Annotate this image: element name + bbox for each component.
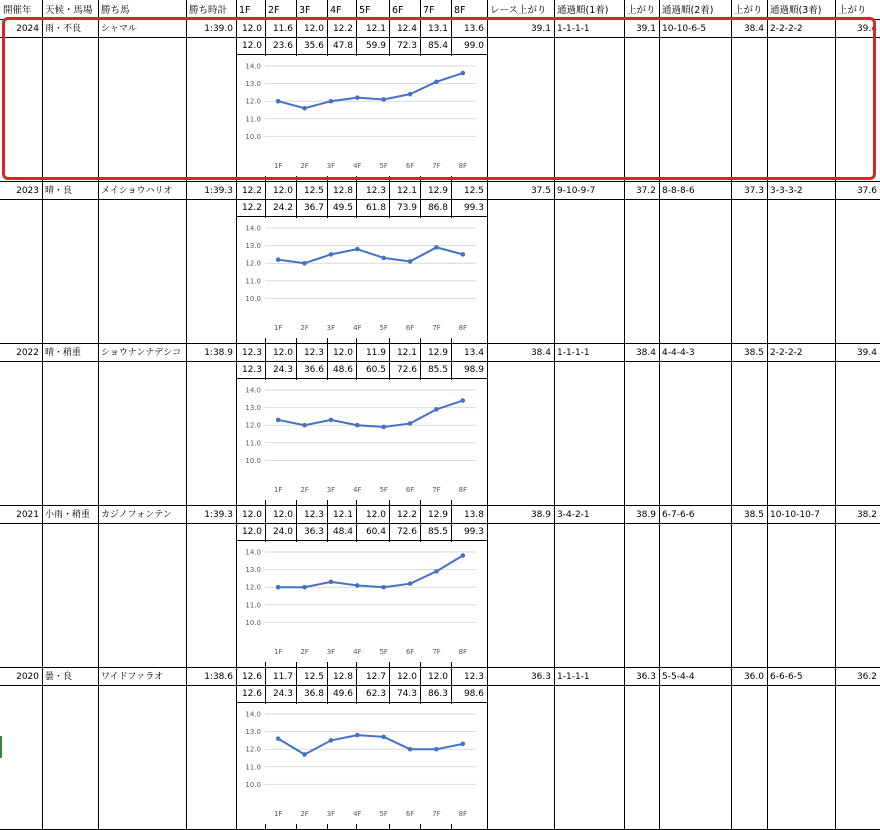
- y-tick-label: 10.0: [245, 294, 261, 303]
- cell-year[interactable]: 2022: [16, 348, 39, 358]
- lap-chart-svg: [237, 218, 486, 338]
- cell-lap-7f[interactable]: 12.9: [427, 510, 448, 520]
- cell-race-last[interactable]: 38.9: [530, 510, 551, 520]
- data-point-1F: [276, 585, 281, 590]
- x-tick-label: 7F: [432, 810, 441, 818]
- x-tick-label: 2F: [300, 648, 309, 656]
- y-tick-label: 12.0: [245, 97, 261, 106]
- cell-lap-2f[interactable]: 11.7: [272, 672, 293, 682]
- cell-cumulative-5f[interactable]: 62.3: [365, 689, 386, 699]
- header-winner[interactable]: 勝ち馬: [101, 5, 130, 16]
- x-tick-label: 4F: [353, 648, 362, 656]
- x-tick-label: 6F: [405, 648, 415, 656]
- x-tick-label: 3F: [326, 162, 336, 170]
- cell-cumulative-1f[interactable]: 12.3: [241, 365, 262, 375]
- data-point-7F: [434, 569, 439, 574]
- cell-winner[interactable]: シャマル: [101, 24, 137, 34]
- x-tick-label: 2F: [300, 162, 309, 170]
- grid-line: [0, 505, 880, 506]
- lap-chart-2023[interactable]: [237, 218, 486, 338]
- series-line: [278, 247, 463, 263]
- cell-time[interactable]: 1:39.3: [204, 186, 233, 196]
- cell-race-last[interactable]: 37.5: [530, 186, 551, 196]
- cell-year[interactable]: 2023: [16, 186, 39, 196]
- cell-cumulative-4f[interactable]: 49.6: [332, 689, 353, 699]
- cell-year[interactable]: 2021: [16, 510, 39, 520]
- highlight-box-2024: [2, 17, 876, 180]
- series-line: [278, 401, 463, 427]
- x-tick-label: 6F: [405, 324, 415, 332]
- x-tick-label: 1F: [273, 324, 283, 332]
- data-point-7F: [434, 245, 439, 250]
- y-tick-label: 14.0: [245, 548, 261, 557]
- y-tick-label: 13.0: [245, 404, 261, 413]
- x-tick-label: 1F: [273, 648, 283, 656]
- cell-cumulative-5f[interactable]: 59.9: [365, 41, 386, 51]
- cell-pass-2nd[interactable]: 8-8-8-6: [662, 186, 695, 196]
- cell-lap-8f[interactable]: 13.8: [463, 510, 484, 520]
- cell-lap-1f[interactable]: 12.0: [241, 510, 262, 520]
- cell-last-3rd[interactable]: 39.4: [856, 348, 877, 358]
- y-tick-label: 13.0: [245, 566, 261, 575]
- cell-year[interactable]: 2020: [16, 672, 39, 682]
- cell-lap-1f[interactable]: 12.3: [241, 348, 262, 358]
- data-point-3F: [329, 580, 334, 585]
- x-tick-label: 4F: [353, 810, 362, 818]
- cell-cumulative-1f[interactable]: 12.0: [241, 527, 262, 537]
- x-tick-label: 4F: [353, 324, 362, 332]
- cell-lap-7f[interactable]: 13.1: [427, 24, 448, 34]
- series-line: [278, 735, 463, 754]
- cell-lap-4f[interactable]: 12.2: [332, 24, 353, 34]
- cell-lap-3f[interactable]: 12.3: [303, 510, 324, 520]
- cell-cumulative-3f[interactable]: 36.6: [303, 365, 324, 375]
- y-tick-label: 12.0: [245, 583, 261, 592]
- y-tick-label: 14.0: [245, 386, 261, 395]
- cell-lap-4f[interactable]: 12.8: [332, 672, 353, 682]
- cell-winner[interactable]: ショウナンナデシコ: [101, 348, 182, 358]
- cell-cumulative-2f[interactable]: 24.3: [272, 689, 293, 699]
- data-point-6F: [408, 581, 413, 586]
- x-tick-label: 1F: [273, 162, 283, 170]
- data-point-6F: [408, 747, 413, 752]
- cell-winner[interactable]: カジノフォンテン: [101, 510, 172, 520]
- cell-lap-3f[interactable]: 12.0: [303, 24, 324, 34]
- cell-cumulative-3f[interactable]: 36.8: [303, 689, 324, 699]
- grid-line: [0, 181, 880, 182]
- x-tick-label: 8F: [458, 324, 468, 332]
- y-tick-label: 14.0: [245, 710, 261, 719]
- cell-lap-1f[interactable]: 12.0: [241, 24, 262, 34]
- lap-chart-svg: [237, 380, 486, 500]
- cell-cumulative-1f[interactable]: 12.6: [241, 689, 262, 699]
- cell-time[interactable]: 1:39.0: [204, 24, 233, 34]
- y-tick-label: 12.0: [245, 745, 261, 754]
- data-point-5F: [381, 425, 386, 430]
- header-year[interactable]: 開催年: [3, 5, 32, 16]
- data-point-3F: [329, 418, 334, 423]
- cell-lap-7f[interactable]: 12.9: [427, 348, 448, 358]
- data-point-4F: [355, 247, 360, 252]
- x-tick-label: 7F: [432, 486, 441, 494]
- y-tick-label: 14.0: [245, 224, 261, 233]
- cell-cumulative-8f[interactable]: 98.9: [463, 365, 484, 375]
- cell-year[interactable]: 2024: [16, 24, 39, 34]
- y-tick-label: 13.0: [245, 242, 261, 251]
- cell-cumulative-4f[interactable]: 49.5: [332, 203, 353, 213]
- cell-pass-1st[interactable]: 1-1-1-1: [557, 348, 590, 358]
- header-pass-2nd[interactable]: 通過順(2着): [662, 5, 714, 16]
- x-tick-label: 8F: [458, 648, 468, 656]
- cell-lap-4f[interactable]: 12.1: [332, 510, 353, 520]
- header-condition[interactable]: 天候・馬場: [45, 5, 93, 16]
- y-tick-label: 11.0: [245, 601, 261, 610]
- cell-time[interactable]: 1:38.9: [204, 348, 233, 358]
- cell-lap-5f[interactable]: 12.3: [365, 186, 386, 196]
- cell-lap-5f[interactable]: 11.9: [365, 348, 386, 358]
- cell-pass-1st[interactable]: 1-1-1-1: [557, 672, 590, 682]
- header-pass-1st[interactable]: 通過順(1着): [557, 5, 609, 16]
- cell-pass-3rd[interactable]: 3-3-3-2: [770, 186, 803, 196]
- cell-lap-7f[interactable]: 12.0: [427, 672, 448, 682]
- header-last-2nd[interactable]: 上がり: [734, 5, 763, 16]
- cell-last-2nd[interactable]: 38.5: [743, 510, 764, 520]
- y-tick-label: 14.0: [245, 62, 261, 71]
- data-point-7F: [434, 747, 439, 752]
- cell-last-3rd[interactable]: 37.6: [856, 186, 877, 196]
- x-tick-label: 5F: [379, 810, 388, 818]
- header-1f[interactable]: 1F: [239, 5, 251, 16]
- x-tick-label: 5F: [379, 162, 388, 170]
- cell-cumulative-6f[interactable]: 72.3: [396, 41, 417, 51]
- x-tick-label: 5F: [379, 324, 388, 332]
- cell-cumulative-7f[interactable]: 86.8: [427, 203, 448, 213]
- cell-pass-3rd[interactable]: 10-10-10-7: [770, 510, 820, 520]
- x-tick-label: 2F: [300, 486, 309, 494]
- x-tick-label: 2F: [300, 324, 309, 332]
- cell-race-last[interactable]: 39.1: [530, 24, 551, 34]
- cell-cumulative-7f[interactable]: 86.3: [427, 689, 448, 699]
- data-point-3F: [329, 738, 334, 743]
- y-tick-label: 11.0: [245, 439, 261, 448]
- cell-lap-2f[interactable]: 11.6: [272, 24, 293, 34]
- row-selection-marker: [0, 736, 2, 758]
- x-tick-label: 7F: [432, 648, 441, 656]
- cell-condition[interactable]: 晴・稍重: [45, 348, 82, 358]
- data-point-2F: [302, 752, 307, 757]
- cell-lap-1f[interactable]: 12.6: [241, 672, 262, 682]
- data-point-1F: [276, 418, 281, 423]
- header-8f[interactable]: 8F: [454, 5, 466, 16]
- cell-pass-1st[interactable]: 1-1-1-1: [557, 24, 590, 34]
- data-point-2F: [302, 585, 307, 590]
- y-tick-label: 12.0: [245, 421, 261, 430]
- data-point-1F: [276, 257, 281, 262]
- x-tick-label: 3F: [326, 486, 336, 494]
- cell-cumulative-4f[interactable]: 48.6: [332, 365, 353, 375]
- cell-pass-2nd[interactable]: 4-4-4-3: [662, 348, 695, 358]
- y-tick-label: 10.0: [245, 780, 261, 789]
- cell-last-2nd[interactable]: 38.4: [743, 24, 764, 34]
- cell-cumulative-7f[interactable]: 85.5: [427, 365, 448, 375]
- cell-lap-5f[interactable]: 12.7: [365, 672, 386, 682]
- cell-lap-5f[interactable]: 12.1: [365, 24, 386, 34]
- data-point-6F: [408, 259, 413, 264]
- x-tick-label: 5F: [379, 648, 388, 656]
- cell-cumulative-3f[interactable]: 35.6: [303, 41, 324, 51]
- data-point-5F: [381, 585, 386, 590]
- cell-lap-8f[interactable]: 13.4: [463, 348, 484, 358]
- cell-pass-1st[interactable]: 9-10-9-7: [557, 186, 596, 196]
- data-point-2F: [302, 423, 307, 428]
- cell-lap-2f[interactable]: 12.0: [272, 186, 293, 196]
- cell-winner[interactable]: メイショウハリオ: [101, 186, 173, 196]
- y-tick-label: 13.0: [245, 80, 261, 89]
- cell-race-last[interactable]: 38.4: [530, 348, 551, 358]
- x-tick-label: 3F: [326, 324, 336, 332]
- cell-winner[interactable]: ワイドファラオ: [101, 672, 164, 682]
- cell-condition[interactable]: 晴・良: [45, 186, 73, 196]
- cell-race-last[interactable]: 36.3: [530, 672, 551, 682]
- data-point-1F: [276, 736, 281, 741]
- cell-cumulative-2f[interactable]: 24.3: [272, 365, 293, 375]
- header-last-1st[interactable]: 上がり: [627, 5, 656, 16]
- cell-pass-3rd[interactable]: 2-2-2-2: [770, 24, 803, 34]
- data-point-8F: [461, 553, 466, 558]
- cell-pass-2nd[interactable]: 10-10-6-5: [662, 24, 707, 34]
- cell-last-1st[interactable]: 39.1: [635, 24, 656, 34]
- cell-lap-5f[interactable]: 12.0: [365, 510, 386, 520]
- cell-cumulative-2f[interactable]: 24.0: [272, 527, 293, 537]
- header-6f[interactable]: 6F: [392, 5, 404, 16]
- cell-last-2nd[interactable]: 38.5: [743, 348, 764, 358]
- cell-last-1st[interactable]: 38.4: [635, 348, 656, 358]
- header-3f[interactable]: 3F: [299, 5, 311, 16]
- y-tick-label: 10.0: [245, 618, 261, 627]
- header-race-last[interactable]: レース上がり: [490, 5, 547, 16]
- cell-last-2nd[interactable]: 37.3: [743, 186, 764, 196]
- cell-pass-2nd[interactable]: 5-5-4-4: [662, 672, 695, 682]
- header-time[interactable]: 勝ち時計: [189, 5, 228, 16]
- data-point-5F: [381, 735, 386, 740]
- header-last-3rd[interactable]: 上がり: [838, 5, 867, 16]
- cell-last-1st[interactable]: 38.9: [635, 510, 656, 520]
- cell-last-2nd[interactable]: 36.0: [743, 672, 764, 682]
- cell-time[interactable]: 1:38.6: [204, 672, 233, 682]
- cell-last-3rd[interactable]: 36.2: [856, 672, 877, 682]
- cell-lap-4f[interactable]: 12.8: [332, 186, 353, 196]
- grid-line: [0, 343, 880, 344]
- data-point-4F: [355, 423, 360, 428]
- cell-lap-2f[interactable]: 12.0: [272, 348, 293, 358]
- x-tick-label: 2F: [300, 810, 309, 818]
- cell-cumulative-8f[interactable]: 99.3: [463, 527, 484, 537]
- cell-cumulative-3f[interactable]: 36.3: [303, 527, 324, 537]
- cell-cumulative-4f[interactable]: 47.8: [332, 41, 353, 51]
- cell-cumulative-2f[interactable]: 23.6: [272, 41, 293, 51]
- cell-cumulative-6f[interactable]: 74.3: [396, 689, 417, 699]
- x-tick-label: 6F: [405, 162, 415, 170]
- y-tick-label: 13.0: [245, 728, 261, 737]
- data-point-7F: [434, 407, 439, 412]
- x-tick-label: 8F: [458, 810, 468, 818]
- cell-lap-6f[interactable]: 12.4: [396, 24, 417, 34]
- y-tick-label: 11.0: [245, 763, 261, 772]
- data-point-2F: [302, 261, 307, 266]
- x-tick-label: 3F: [326, 810, 336, 818]
- header-2f[interactable]: 2F: [268, 5, 280, 16]
- data-point-8F: [461, 742, 466, 747]
- data-point-4F: [355, 733, 360, 738]
- cell-cumulative-4f[interactable]: 48.4: [332, 527, 353, 537]
- cell-cumulative-3f[interactable]: 36.7: [303, 203, 324, 213]
- cell-cumulative-5f[interactable]: 61.8: [365, 203, 386, 213]
- cell-lap-2f[interactable]: 12.0: [272, 510, 293, 520]
- cell-lap-1f[interactable]: 12.2: [241, 186, 262, 196]
- header-7f[interactable]: 7F: [423, 5, 435, 16]
- cell-cumulative-7f[interactable]: 85.4: [427, 41, 448, 51]
- x-tick-label: 7F: [432, 162, 441, 170]
- cell-cumulative-5f[interactable]: 60.5: [365, 365, 386, 375]
- cell-lap-6f[interactable]: 12.0: [396, 672, 417, 682]
- x-tick-label: 5F: [379, 486, 388, 494]
- cell-cumulative-6f[interactable]: 73.9: [396, 203, 417, 213]
- cell-cumulative-1f[interactable]: 12.0: [241, 41, 262, 51]
- header-pass-3rd[interactable]: 通過順(3着): [770, 5, 822, 16]
- cell-lap-3f[interactable]: 12.5: [303, 186, 324, 196]
- cell-lap-8f[interactable]: 13.6: [463, 24, 484, 34]
- header-5f[interactable]: 5F: [359, 5, 371, 16]
- cell-lap-6f[interactable]: 12.2: [396, 510, 417, 520]
- cell-cumulative-8f[interactable]: 99.3: [463, 203, 484, 213]
- y-tick-label: 10.0: [245, 456, 261, 465]
- header-4f[interactable]: 4F: [330, 5, 342, 16]
- cell-lap-4f[interactable]: 12.0: [332, 348, 353, 358]
- cell-last-3rd[interactable]: 39.4: [856, 24, 877, 34]
- cell-lap-8f[interactable]: 12.3: [463, 672, 484, 682]
- lap-chart-2020[interactable]: [237, 704, 486, 824]
- cell-cumulative-7f[interactable]: 85.5: [427, 527, 448, 537]
- cell-pass-1st[interactable]: 3-4-2-1: [557, 510, 590, 520]
- data-point-8F: [461, 252, 466, 257]
- lap-chart-svg: [237, 542, 486, 662]
- cell-lap-6f[interactable]: 12.1: [396, 186, 417, 196]
- cell-last-3rd[interactable]: 38.2: [856, 510, 877, 520]
- cell-cumulative-2f[interactable]: 24.2: [272, 203, 293, 213]
- cell-cumulative-5f[interactable]: 60.4: [365, 527, 386, 537]
- data-point-3F: [329, 252, 334, 257]
- cell-condition[interactable]: 曇・良: [45, 672, 73, 682]
- x-tick-label: 6F: [405, 810, 415, 818]
- cell-lap-3f[interactable]: 12.5: [303, 672, 324, 682]
- lap-chart-2022[interactable]: [237, 380, 486, 500]
- x-tick-label: 4F: [353, 162, 362, 170]
- cell-cumulative-1f[interactable]: 12.2: [241, 203, 262, 213]
- cell-cumulative-6f[interactable]: 72.6: [396, 527, 417, 537]
- cell-lap-7f[interactable]: 12.9: [427, 186, 448, 196]
- cell-last-1st[interactable]: 36.3: [635, 672, 656, 682]
- cell-condition[interactable]: 小雨・稍重: [45, 510, 91, 520]
- x-tick-label: 4F: [353, 486, 362, 494]
- y-tick-label: 11.0: [245, 277, 261, 286]
- cell-lap-6f[interactable]: 12.1: [396, 348, 417, 358]
- x-tick-label: 1F: [273, 810, 283, 818]
- x-tick-label: 3F: [326, 648, 336, 656]
- data-point-8F: [461, 398, 466, 403]
- lap-chart-svg: [237, 704, 486, 824]
- y-tick-label: 10.0: [245, 132, 261, 141]
- y-tick-label: 11.0: [245, 115, 261, 124]
- cell-cumulative-8f[interactable]: 99.0: [463, 41, 484, 51]
- cell-condition[interactable]: 雨・不良: [45, 24, 82, 34]
- data-point-4F: [355, 583, 360, 588]
- x-tick-label: 1F: [273, 486, 283, 494]
- cell-pass-3rd[interactable]: 6-6-6-5: [770, 672, 803, 682]
- data-point-6F: [408, 421, 413, 426]
- cell-lap-8f[interactable]: 12.5: [463, 186, 484, 196]
- lap-chart-2021[interactable]: [237, 542, 486, 662]
- cell-pass-3rd[interactable]: 2-2-2-2: [770, 348, 803, 358]
- grid-line: [0, 667, 880, 668]
- cell-cumulative-8f[interactable]: 98.6: [463, 689, 484, 699]
- cell-time[interactable]: 1:39.3: [204, 510, 233, 520]
- y-tick-label: 12.0: [245, 259, 261, 268]
- x-tick-label: 8F: [458, 162, 468, 170]
- cell-pass-2nd[interactable]: 6-7-6-6: [662, 510, 695, 520]
- cell-last-1st[interactable]: 37.2: [635, 186, 656, 196]
- x-tick-label: 6F: [405, 486, 415, 494]
- x-tick-label: 8F: [458, 486, 468, 494]
- cell-lap-3f[interactable]: 12.3: [303, 348, 324, 358]
- x-tick-label: 7F: [432, 324, 441, 332]
- cell-cumulative-6f[interactable]: 72.6: [396, 365, 417, 375]
- data-point-5F: [381, 256, 386, 261]
